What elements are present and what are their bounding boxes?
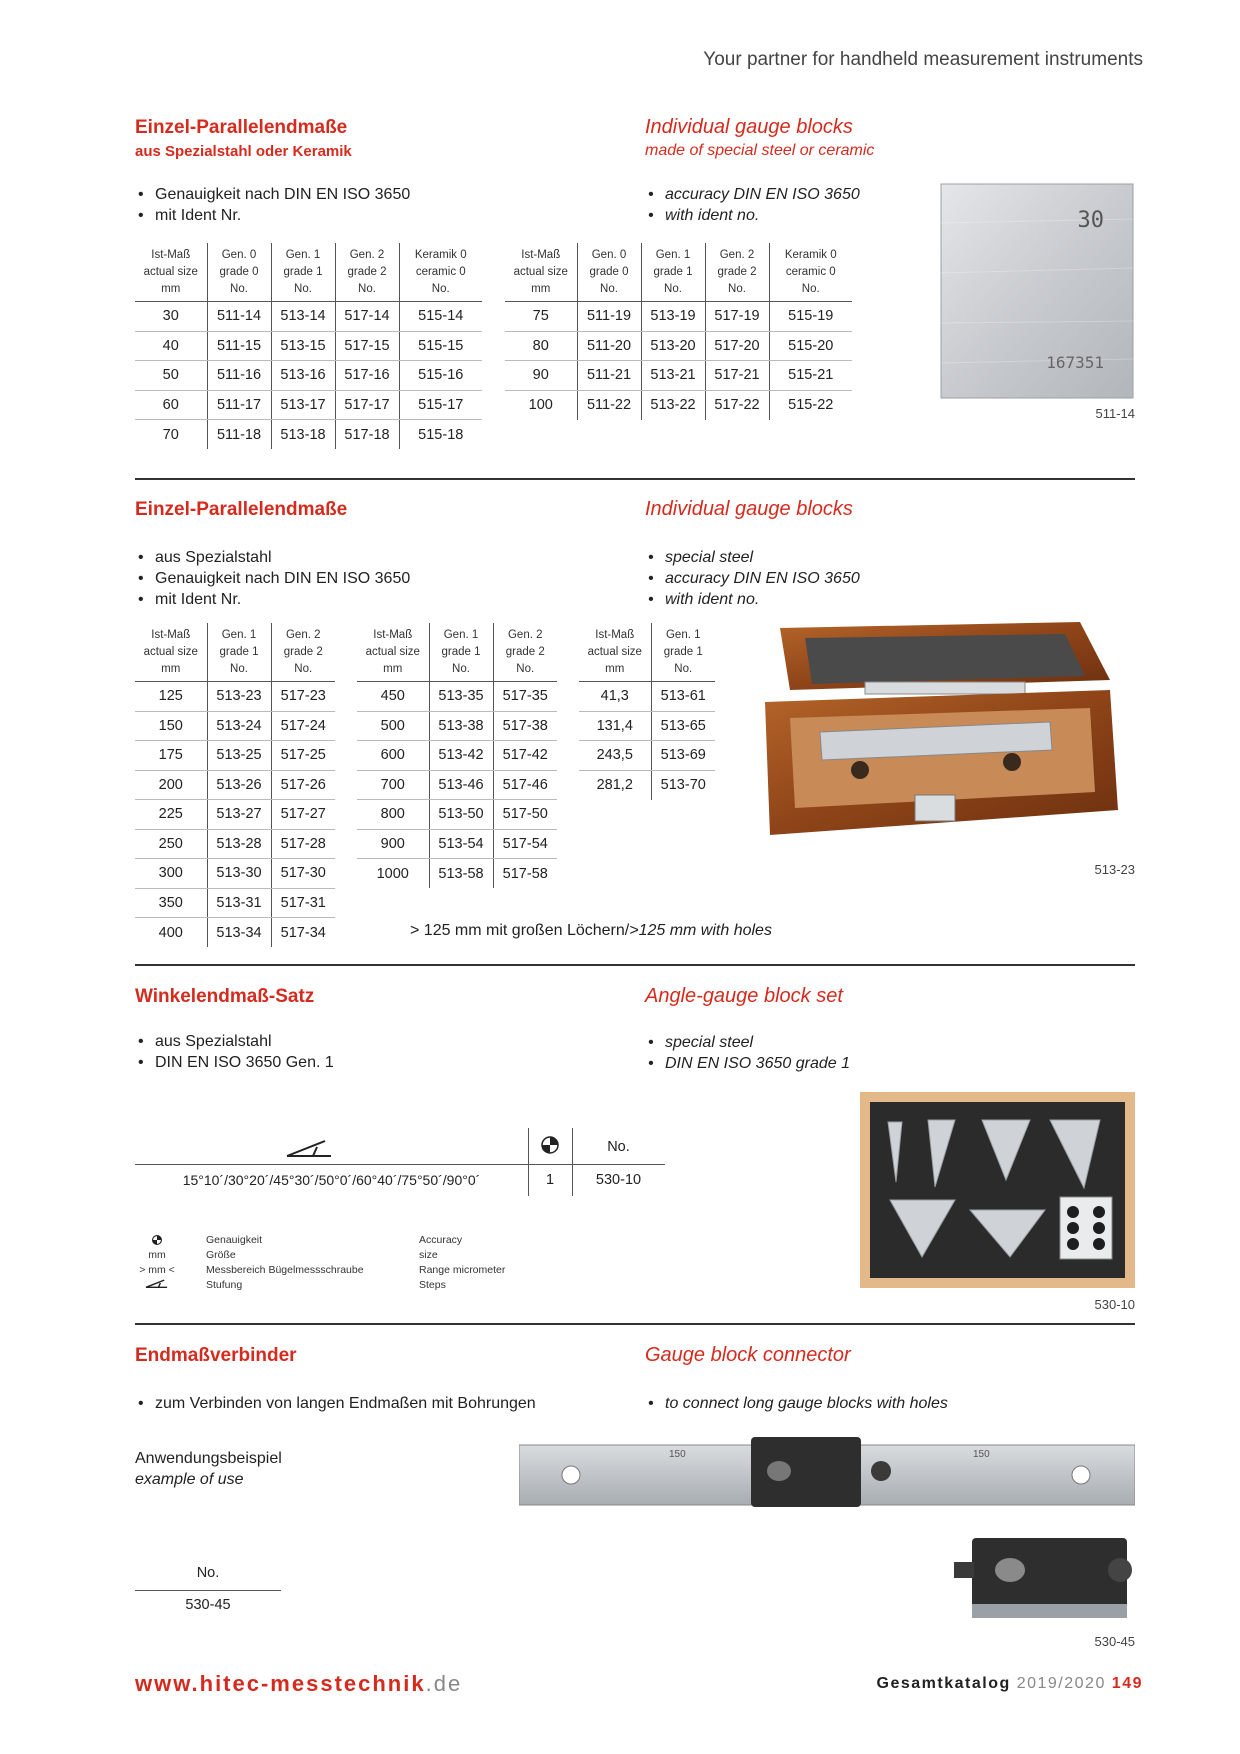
header-line: Keramik 0 [784, 249, 837, 261]
header-line: Gen. 2 [349, 249, 385, 261]
gauge-block-image [940, 183, 1134, 399]
header-line: Gen. 0 [591, 249, 627, 261]
article-no-cell: 517-24 [271, 711, 335, 741]
size-cell: 250 [135, 829, 207, 859]
header-line: grade 0 [219, 266, 259, 278]
header-line: mm [161, 283, 181, 295]
header-line: Gen. 2 [285, 629, 321, 641]
header-line: Ist-Maß [151, 249, 191, 261]
s3-table [135, 1128, 665, 1196]
table-row [135, 800, 335, 830]
column-header [577, 243, 641, 302]
article-no-cell: 515-19 [769, 302, 852, 332]
header-line: ceramic 0 [415, 266, 466, 278]
size-cell: 600 [357, 741, 429, 771]
article-no-cell: 517-28 [271, 829, 335, 859]
s2-table-b [357, 623, 557, 888]
article-no-cell: 517-15 [335, 331, 399, 361]
s1-title-de: Einzel-Parallelendmaße [135, 117, 348, 138]
article-no-cell: 513-27 [207, 800, 271, 830]
header-line: ceramic 0 [785, 266, 836, 278]
article-no-cell: 517-27 [271, 800, 335, 830]
bar-label-right: 150 [973, 1449, 990, 1460]
header-line: Gen. 2 [507, 629, 543, 641]
note-de: > 125 mm mit großen Löchern/ [410, 922, 630, 939]
size-cell: 30 [135, 302, 207, 332]
article-no-cell: 511-18 [207, 420, 271, 450]
size-cell: 281,2 [596, 777, 633, 793]
table-row [505, 302, 852, 332]
size-cell: 200 [135, 770, 207, 800]
article-no-cell: 511-20 [577, 331, 641, 361]
no-header: No. [196, 1565, 220, 1581]
article-no-cell: 515-20 [769, 331, 852, 361]
article-no-cell: 517-38 [493, 711, 557, 741]
s2-bullets-en [645, 547, 860, 610]
legend-item: Messbereich Bügelmessschraube [206, 1264, 364, 1276]
article-no-cell: 517-23 [271, 682, 335, 712]
header-line: grade 2 [347, 266, 387, 278]
table-row [579, 682, 715, 712]
s1-table-b [505, 243, 852, 420]
article-no-cell: 513-23 [207, 682, 271, 712]
header-line: grade 1 [663, 646, 703, 658]
header-line: No. [294, 283, 312, 295]
table-row [135, 829, 335, 859]
table-row [579, 770, 715, 800]
angle-block-set-image [860, 1092, 1135, 1288]
header-line: No. [674, 663, 693, 675]
s3-image-caption: 530-10 [1094, 1297, 1135, 1312]
s3-bullets-de [135, 1031, 334, 1073]
header-line: Gen. 1 [285, 249, 321, 261]
article-no-cell: 517-50 [493, 800, 557, 830]
s1-table-a [135, 243, 482, 449]
table-row [357, 770, 557, 800]
article-no-cell: 513-34 [207, 918, 271, 948]
bullet: • Genauigkeit nach DIN EN ISO 3650 [135, 568, 410, 589]
article-no-cell: 513-28 [207, 829, 271, 859]
size-cell: 70 [162, 426, 179, 443]
bullet: • to connect long gauge blocks with holes [645, 1393, 948, 1414]
bullet: • mit Ident Nr. [135, 589, 410, 610]
bullet: • with ident no. [645, 589, 860, 610]
header-line: No. [358, 283, 376, 295]
header-line: Gen. 1 [655, 249, 691, 261]
article-no-cell: 517-26 [271, 770, 335, 800]
size-cell: 500 [357, 711, 429, 741]
size-cell: 125 [135, 682, 207, 712]
article-no-cell: 513-54 [429, 829, 493, 859]
url-tld: .de [425, 1671, 463, 1696]
header-line: Ist-Maß [373, 629, 413, 641]
article-no-cell: 513-21 [641, 361, 705, 391]
column-header [135, 623, 207, 682]
header-line: Gen. 2 [719, 249, 755, 261]
size-cell: 225 [135, 800, 207, 830]
legend-item: Genauigkeit [206, 1234, 263, 1246]
table-row [135, 859, 335, 889]
size-cell: 75 [505, 302, 577, 332]
range-symbol: > mm < [139, 1264, 175, 1276]
bullet: • mit Ident Nr. [135, 205, 410, 226]
table-row [357, 682, 557, 712]
article-no-cell: 513-14 [271, 302, 335, 332]
column-header [399, 243, 482, 302]
article-no-cell: 513-16 [271, 361, 335, 391]
article-no-cell: 513-38 [429, 711, 493, 741]
table-row [135, 770, 335, 800]
column-header [335, 243, 399, 302]
column-header [493, 623, 557, 682]
table-row [357, 859, 557, 889]
header-line: mm [383, 663, 403, 675]
article-no-cell: 517-18 [335, 420, 399, 450]
header-line: No. [431, 283, 450, 295]
header-line: No. [230, 283, 248, 295]
table-row [135, 918, 335, 948]
accuracy-icon [541, 1136, 559, 1154]
article-no: 530-45 [185, 1597, 231, 1613]
table-row [135, 420, 482, 450]
article-no-cell: 513-35 [429, 682, 493, 712]
article-no-cell: 517-14 [335, 302, 399, 332]
size-cell: 90 [505, 361, 577, 391]
s2-bullets-de [135, 547, 410, 610]
s3-title-en: Angle-gauge block set [645, 985, 843, 1007]
s2-table-a [135, 623, 335, 947]
size-cell: 175 [135, 741, 207, 771]
article-no-cell: 515-22 [769, 390, 852, 420]
s1-title-en: Individual gauge blocks [645, 116, 853, 138]
size-cell: 100 [528, 397, 553, 413]
article-no-cell: 513-58 [429, 859, 493, 889]
column-header [769, 243, 852, 302]
article-no-cell: 513-26 [207, 770, 271, 800]
article-no-cell: 515-17 [399, 390, 482, 420]
bullet: • special steel [645, 1032, 850, 1053]
article-no-cell: 513-18 [271, 420, 335, 450]
no-header: No. [607, 1139, 630, 1155]
angles: 15°10´/30°20´/45°30´/50°0´/60°40´/75°50´/90°0´ [182, 1172, 481, 1188]
column-header [579, 623, 651, 682]
article-no-cell: 517-22 [705, 390, 769, 420]
section-divider [135, 1323, 1135, 1325]
size-cell: 60 [135, 390, 207, 420]
header-line: grade 0 [589, 266, 629, 278]
article-no-cell: 513-69 [651, 741, 715, 771]
connector-image [950, 1530, 1135, 1626]
article-no-cell: 513-30 [207, 859, 271, 889]
bullet: • with ident no. [645, 205, 860, 226]
s3-title-de: Winkelendmaß-Satz [135, 986, 315, 1007]
size-cell: 800 [357, 800, 429, 830]
footer-catalog [877, 1675, 1143, 1693]
s2-table-c [579, 623, 715, 800]
header-line: actual size [143, 646, 198, 658]
header-line: actual size [587, 646, 642, 658]
size-cell: 400 [158, 924, 183, 941]
column-header [271, 243, 335, 302]
s3-bullets-en [645, 1032, 850, 1074]
article-no-cell: 513-61 [651, 682, 715, 712]
size-cell: 40 [135, 331, 207, 361]
size-cell: 350 [135, 888, 207, 918]
s1-bullets-en [645, 184, 860, 226]
article-no-cell: 511-17 [207, 390, 271, 420]
article-no-cell: 517-35 [493, 682, 557, 712]
article-no-cell: 513-31 [207, 888, 271, 918]
table-row [135, 682, 335, 712]
article-no-cell: 513-70 [651, 770, 715, 800]
size-cell: 150 [135, 711, 207, 741]
header-line: actual size [365, 646, 420, 658]
bullet: • accuracy DIN EN ISO 3650 [645, 568, 860, 589]
bullet: • aus Spezialstahl [135, 547, 410, 568]
s1-bullets-de [135, 184, 410, 226]
s1-subtitle-en: made of special steel or ceramic [645, 142, 875, 159]
bullet: • aus Spezialstahl [135, 1031, 334, 1052]
steps-icon [285, 1138, 335, 1158]
header-line: No. [600, 283, 618, 295]
header-line: grade 1 [653, 266, 693, 278]
catalog-year: 2019/2020 [1016, 1675, 1106, 1692]
header-line: Ist-Maß [521, 249, 561, 261]
legend-item: Größe [206, 1249, 236, 1261]
header-line: mm [531, 283, 551, 295]
catalog-name: Gesamtkatalog [876, 1675, 1011, 1692]
s1-image-caption: 511-14 [1095, 406, 1135, 421]
column-header [705, 243, 769, 302]
header-line: No. [664, 283, 682, 295]
table-row [579, 711, 715, 741]
table-row [135, 361, 482, 391]
header-line: No. [452, 663, 470, 675]
header-line: actual size [143, 266, 198, 278]
article-no-cell: 513-19 [641, 302, 705, 332]
note-en: >125 mm with holes [629, 922, 772, 939]
example-en: example of use [135, 1471, 244, 1488]
article-no-cell: 515-16 [399, 361, 482, 391]
legend-item: Steps [419, 1279, 446, 1291]
article-no-cell: 517-31 [271, 888, 335, 918]
article-no-cell: 513-22 [641, 390, 705, 420]
column-header [271, 623, 335, 682]
header-line: Ist-Maß [595, 629, 635, 641]
table-row [505, 361, 852, 391]
legend-en [419, 1233, 505, 1293]
article-no-cell: 517-20 [705, 331, 769, 361]
article-no-cell: 513-25 [207, 741, 271, 771]
header-tagline: Your partner for handheld measurement instruments [703, 49, 1143, 70]
header-line: grade 1 [219, 646, 259, 658]
accuracy-icon [135, 1233, 179, 1248]
engraved-size: 30 [1077, 208, 1104, 233]
section-divider [135, 964, 1135, 966]
legend-item: Range micrometer [419, 1264, 506, 1276]
bullet: • zum Verbinden von langen Endmaßen mit Bohrungen [135, 1393, 536, 1414]
column-header [357, 623, 429, 682]
header-line: Gen. 1 [221, 629, 257, 641]
bar-label-left: 150 [669, 1449, 686, 1460]
s4-title-en: Gauge block connector [645, 1344, 851, 1366]
article-no-cell: 517-46 [493, 770, 557, 800]
s1-subtitle-de: aus Spezialstahl oder Keramik [135, 143, 352, 160]
steps-icon [135, 1278, 179, 1293]
size-symbol: mm [148, 1249, 166, 1261]
header-line: grade 2 [505, 646, 545, 658]
size-cell: 900 [357, 829, 429, 859]
s2-title-en: Individual gauge blocks [645, 498, 853, 520]
table-row [579, 741, 715, 771]
article-no-cell: 513-15 [271, 331, 335, 361]
header-line: Gen. 1 [665, 629, 701, 641]
table-row [135, 331, 482, 361]
article-no-cell: 513-17 [271, 390, 335, 420]
article-no-cell: 513-46 [429, 770, 493, 800]
article-no-cell: 513-24 [207, 711, 271, 741]
s2-holes-note [410, 922, 772, 940]
article-no-cell: 517-30 [271, 859, 335, 889]
header-line: mm [161, 663, 181, 675]
table-row [135, 741, 335, 771]
article-no-cell: 517-25 [271, 741, 335, 771]
column-header [207, 243, 271, 302]
legend-de [206, 1233, 364, 1293]
gauge-block-case-image [750, 610, 1135, 850]
article-no-cell: 517-54 [493, 829, 557, 859]
article-no-cell: 517-58 [493, 859, 557, 889]
size-cell: 700 [357, 770, 429, 800]
size-cell: 243,5 [579, 741, 651, 771]
header-line: Gen. 1 [443, 629, 479, 641]
bullet: • DIN EN ISO 3650 Gen. 1 [135, 1052, 334, 1073]
size-cell: 50 [135, 361, 207, 391]
header-line: grade 2 [283, 646, 323, 658]
article-no-cell: 511-19 [577, 302, 641, 332]
header-line: No. [230, 663, 248, 675]
article-no-cell: 515-14 [399, 302, 482, 332]
s2-title-de: Einzel-Parallelendmaße [135, 499, 348, 520]
article-no-cell: 511-15 [207, 331, 271, 361]
header-line: mm [605, 663, 625, 675]
bullet: • special steel [645, 547, 860, 568]
legend-item: Accuracy [419, 1234, 463, 1246]
header-line: grade 1 [283, 266, 323, 278]
article-no-cell: 517-34 [271, 918, 335, 948]
header-line: Keramik 0 [414, 249, 467, 261]
size-cell: 131,4 [579, 711, 651, 741]
table-row [135, 711, 335, 741]
bullet: • Genauigkeit nach DIN EN ISO 3650 [135, 184, 410, 205]
article-no-cell: 517-16 [335, 361, 399, 391]
legend-item: size [419, 1249, 438, 1261]
table-row [357, 741, 557, 771]
header-line: No. [294, 663, 313, 675]
legend-item: Stufung [206, 1279, 243, 1291]
accuracy-value: 1 [545, 1172, 555, 1188]
article-no-cell: 515-21 [769, 361, 852, 391]
article-no-cell: 511-16 [207, 361, 271, 391]
header-line: No. [801, 283, 820, 295]
footer-url[interactable] [135, 1671, 462, 1697]
table-row [357, 800, 557, 830]
header-line: Gen. 0 [221, 249, 257, 261]
s2-image-caption: 513-23 [1094, 862, 1135, 877]
table-row [357, 829, 557, 859]
column-header [135, 243, 207, 302]
article-no-cell: 517-17 [335, 390, 399, 420]
table-row [135, 390, 482, 420]
bullet: • DIN EN ISO 3650 grade 1 [645, 1053, 850, 1074]
size-cell: 300 [135, 859, 207, 889]
article-no-cell: 517-21 [705, 361, 769, 391]
article-no: 530-10 [595, 1172, 642, 1188]
article-no-cell: 515-18 [399, 420, 482, 450]
table-row [505, 390, 852, 420]
url-main: www.hitec-messtechnik [135, 1671, 426, 1696]
table-row [505, 331, 852, 361]
article-no-cell: 517-42 [493, 741, 557, 771]
s4-image-caption: 530-45 [1094, 1634, 1135, 1649]
table-row [135, 888, 335, 918]
page-number: 149 [1111, 1675, 1143, 1692]
size-cell: 1000 [376, 865, 409, 882]
article-no-cell: 515-15 [399, 331, 482, 361]
s4-bullets-en [645, 1393, 948, 1414]
header-line: actual size [513, 266, 568, 278]
s4-title-de: Endmaßverbinder [135, 1345, 297, 1366]
column-header [505, 243, 577, 302]
legend-symbols [135, 1233, 179, 1293]
header-line: No. [728, 283, 746, 295]
column-header [641, 243, 705, 302]
article-no-cell: 511-21 [577, 361, 641, 391]
size-cell: 41,3 [579, 682, 651, 712]
article-no-cell: 511-22 [577, 390, 641, 420]
header-line: Ist-Maß [151, 629, 191, 641]
article-no-cell: 511-14 [207, 302, 271, 332]
column-header [651, 623, 715, 682]
table-row [135, 302, 482, 332]
bullet: • accuracy DIN EN ISO 3650 [645, 184, 860, 205]
article-no-cell: 513-20 [641, 331, 705, 361]
size-cell: 450 [357, 682, 429, 712]
connector-example-image [519, 1437, 1135, 1512]
header-line: No. [516, 663, 535, 675]
engraved-id: 167351 [1046, 353, 1104, 372]
header-line: grade 1 [441, 646, 481, 658]
column-header [207, 623, 271, 682]
article-no-cell: 513-65 [651, 711, 715, 741]
article-no-cell: 513-50 [429, 800, 493, 830]
article-no-cell: 513-42 [429, 741, 493, 771]
article-no-cell: 517-19 [705, 302, 769, 332]
section-divider [135, 478, 1135, 480]
column-header [429, 623, 493, 682]
s4-bullets-de [135, 1393, 536, 1414]
size-cell: 80 [505, 331, 577, 361]
header-line: grade 2 [717, 266, 757, 278]
s4-table [135, 1565, 281, 1625]
example-de: Anwendungsbeispiel [135, 1450, 282, 1467]
table-row [357, 711, 557, 741]
